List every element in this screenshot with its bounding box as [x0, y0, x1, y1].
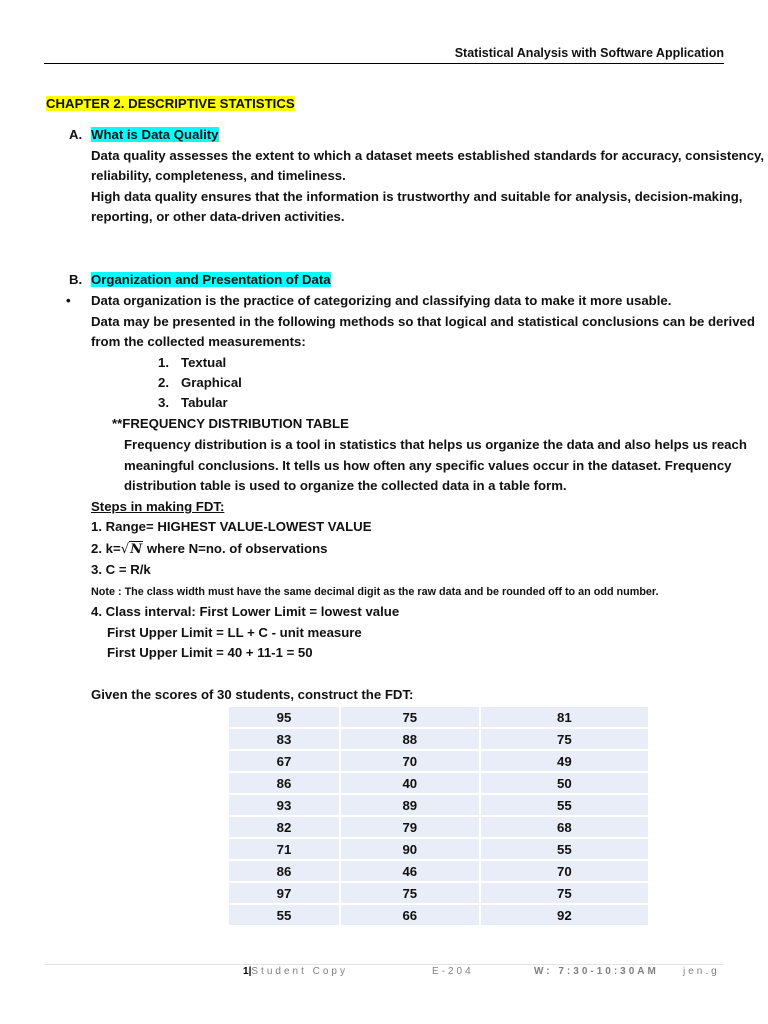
table-cell: 71 [229, 839, 341, 861]
intro-line: from the collected measurements: [91, 334, 306, 349]
table-cell: 70 [341, 751, 481, 773]
section-a-line: Data quality assesses the extent to which a dataset meets established standards for accuracy, consistency, [91, 148, 765, 163]
header-title: Statistical Analysis with Software Application [454, 46, 724, 60]
sqrt-radicand: N [130, 542, 143, 557]
chapter-title-text: CHAPTER 2. DESCRIPTIVE STATISTICS [46, 96, 295, 111]
table-cell: 86 [229, 861, 341, 883]
table-cell: 46 [341, 861, 481, 883]
table-row [229, 817, 648, 839]
table-row [229, 751, 648, 773]
table-cell: 49 [481, 751, 648, 773]
scores-table [229, 707, 648, 927]
step-2 [91, 540, 327, 559]
table-cell: 75 [481, 729, 648, 751]
steps-heading: Steps in making FDT: [91, 499, 225, 514]
step-1: 1. Range= HIGHEST VALUE-LOWEST VALUE [91, 519, 372, 534]
table-cell: 55 [481, 839, 648, 861]
fdt-line: distribution table is used to organize the collected data in a table form. [124, 478, 567, 493]
table-row [229, 729, 648, 751]
table-cell: 68 [481, 817, 648, 839]
section-a-line: reliability, completeness, and timeliness. [91, 168, 346, 183]
section-a-line: High data quality ensures that the information is trustworthy and suitable for analysis, decision-making, [91, 189, 743, 204]
footer-divider [44, 964, 724, 965]
step-4-upper-limit-example: First Upper Limit = 40 + 11-1 = 50 [107, 645, 313, 660]
method-label: Textual [181, 355, 227, 370]
footer-schedule: W: 7:30-10:30AM [534, 966, 659, 977]
table-cell: 50 [481, 773, 648, 795]
method-label: Tabular [181, 395, 228, 410]
table-cell: 75 [341, 883, 481, 905]
footer-copy-label: Student Copy [251, 966, 348, 977]
table-row [229, 905, 648, 927]
fdt-line: Frequency distribution is a tool in statistics that helps us organize the data and also helps us reach [124, 437, 747, 452]
method-label: Graphical [181, 375, 242, 390]
table-cell: 92 [481, 905, 648, 927]
table-cell: 81 [481, 707, 648, 729]
section-b-heading [91, 271, 331, 289]
table-cell: 97 [229, 883, 341, 905]
table-cell: 90 [341, 839, 481, 861]
table-cell: 89 [341, 795, 481, 817]
step-4: 4. Class interval: First Lower Limit = lowest value [91, 604, 400, 619]
fdt-heading: **FREQUENCY DISTRIBUTION TABLE [112, 416, 349, 431]
footer-page-number: 1 [243, 966, 249, 977]
table-cell: 75 [341, 707, 481, 729]
table-cell: 55 [481, 795, 648, 817]
table-row [229, 773, 648, 795]
step-2-suffix: where N=no. of observations [143, 541, 328, 556]
footer-room: E-204 [432, 966, 474, 977]
given-text: Given the scores of 30 students, construct the FDT: [91, 687, 414, 702]
chapter-title [46, 95, 295, 113]
footer-separator: | [248, 966, 252, 977]
method-number: 2. [158, 375, 169, 390]
section-a-heading [91, 126, 219, 144]
bullet-text: Data organization is the practice of categorizing and classifying data to make it more usable. [91, 293, 672, 308]
bullet-icon: • [66, 293, 71, 308]
table-row [229, 883, 648, 905]
method-number: 3. [158, 395, 169, 410]
table-row [229, 707, 648, 729]
section-a-line: reporting, or other data-driven activities. [91, 209, 345, 224]
table-cell: 93 [229, 795, 341, 817]
step-2-prefix: 2. k= [91, 541, 121, 556]
table-row [229, 795, 648, 817]
table-row [229, 839, 648, 861]
table-cell: 67 [229, 751, 341, 773]
section-b-title: Organization and Presentation of Data [91, 272, 331, 287]
table-cell: 70 [481, 861, 648, 883]
table-cell: 75 [481, 883, 648, 905]
table-cell: 40 [341, 773, 481, 795]
table-cell: 55 [229, 905, 341, 927]
header-divider [44, 63, 724, 64]
footer-author: jen.g [683, 966, 720, 977]
table-row [229, 861, 648, 883]
step-4-upper-limit-formula: First Upper Limit = LL + C - unit measure [107, 625, 362, 640]
intro-line: Data may be presented in the following methods so that logical and statistical conclusions can be derived [91, 314, 755, 329]
method-number: 1. [158, 355, 169, 370]
table-cell: 88 [341, 729, 481, 751]
footer-page-info [243, 966, 348, 977]
scores-table-body [229, 707, 648, 927]
section-b-letter: B. [69, 272, 83, 287]
step-3: 3. C = R/k [91, 562, 151, 577]
section-a-letter: A. [69, 127, 83, 142]
note: Note : The class width must have the same decimal digit as the raw data and be rounded off to an odd number. [91, 586, 659, 598]
table-cell: 66 [341, 905, 481, 927]
table-cell: 95 [229, 707, 341, 729]
table-cell: 79 [341, 817, 481, 839]
section-a-title: What is Data Quality [91, 127, 219, 142]
table-cell: 82 [229, 817, 341, 839]
sqrt-symbol: √N [120, 542, 143, 557]
fdt-line: meaningful conclusions. It tells us how often any specific values occur in the dataset. Frequency [124, 458, 732, 473]
table-cell: 86 [229, 773, 341, 795]
table-cell: 83 [229, 729, 341, 751]
